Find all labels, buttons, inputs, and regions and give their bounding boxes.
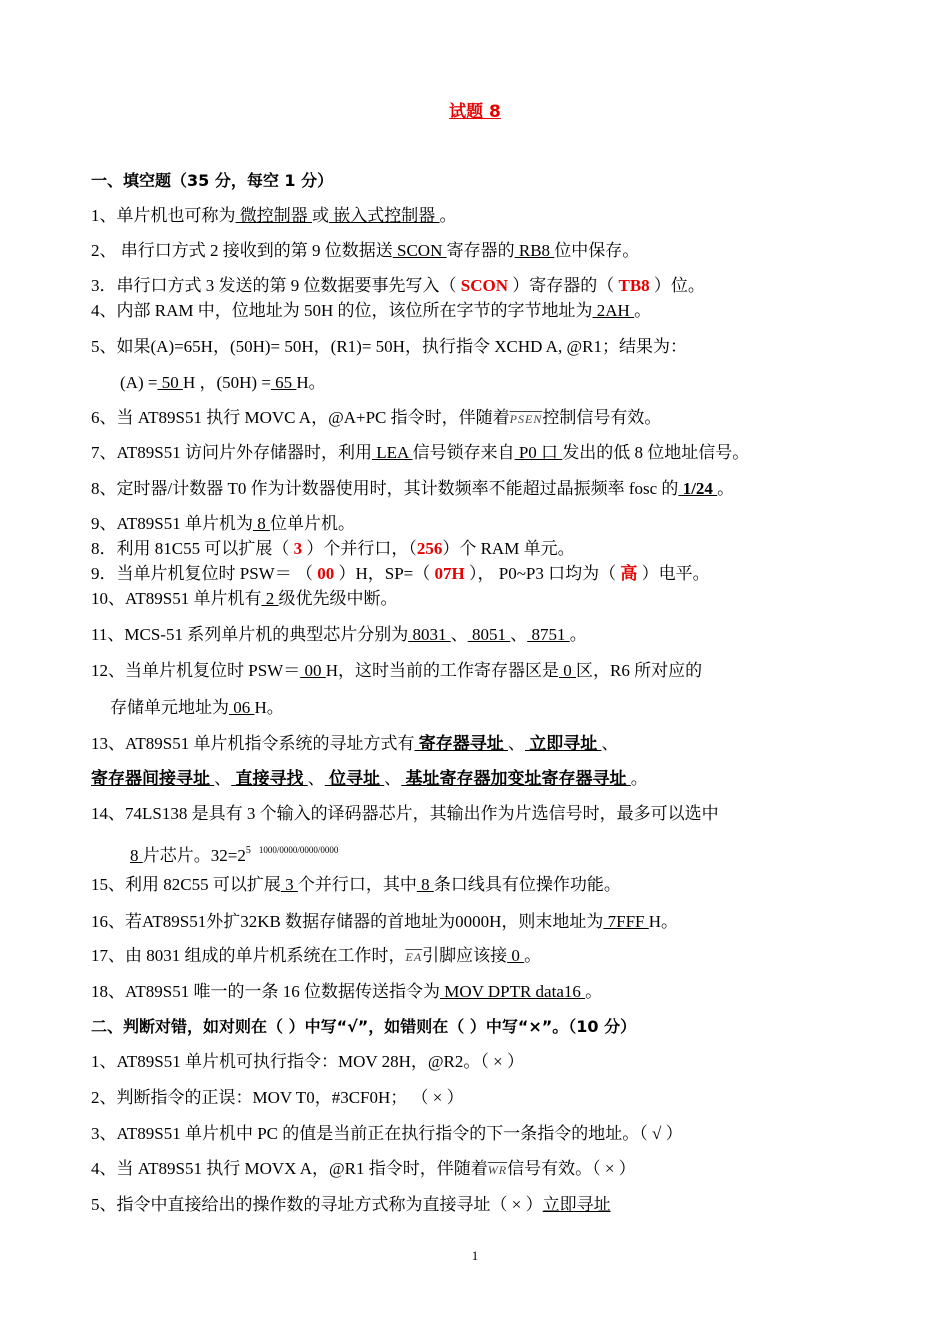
- answer: 2: [261, 589, 279, 608]
- question-14-cont: 8 片芯片。$32=2^5$ $^{1000/0000/0000/0000}$: [130, 845, 339, 865]
- question-7: 7、AT89S51 访问片外存储器时，利用 LEA 信号锁存来自 P0 口 发出的低 8 位地址信号。: [91, 443, 750, 462]
- judgement-1: 1、AT89S51 单片机可执行指令：MOV 28H，@R2。（ × ）: [91, 1052, 524, 1071]
- question-12: 12、当单片机复位时 PSW＝ 00 H，这时当前的工作寄存器区是 0 区，R6 所对应的: [91, 661, 703, 680]
- answer: 寄存器寻址: [414, 734, 508, 753]
- psen-signal: PSEN: [509, 412, 543, 426]
- answer: 06: [229, 698, 255, 717]
- answer: 0: [507, 946, 525, 965]
- section-1-heading: 一、填空题（35 分，每空 1 分）: [91, 171, 334, 190]
- question-8b: 8．利用 81C55 可以扩展（ 3 ）个并行口，（256）个 RAM 单元。: [91, 539, 575, 558]
- section-2-heading: 二、判断对错，如对则在（ ）中写“√”，如错则在（ ）中写“×”。（10 分）: [91, 1017, 637, 1036]
- page-number: 1: [471, 1248, 479, 1263]
- question-5: 5、如果(A)=65H，(50H)= 50H，(R1)= 50H，执行指令 XCHD A, @R1；结果为：: [91, 337, 687, 356]
- answer: 3: [293, 539, 303, 558]
- question-17: 17、由 8031 组成的单片机系统在工作时，$\overline{EA}$引脚应该接 0 。: [91, 946, 542, 965]
- answer: 1/24: [678, 479, 718, 498]
- answer: 位寻址: [324, 769, 385, 788]
- answer: 8: [130, 846, 143, 865]
- judgement-3: 3、AT89S51 单片机中 PC 的值是当前正在执行指令的下一条指令的地址。（ √ ）: [91, 1124, 683, 1143]
- answer: TB8: [618, 276, 650, 295]
- answer: 00: [300, 661, 326, 680]
- question-1: 1、单片机也可称为 微控制器 或 嵌入式控制器 。: [91, 206, 457, 225]
- question-11: 11、MCS-51 系列单片机的典型芯片分别为 8031 、 8051 、 8751 。: [91, 625, 587, 644]
- exponent: 5: [245, 845, 251, 856]
- question-16: 16、若AT89S51外扩32KB 数据存储器的首地址为0000H，则末地址为 7FFF H。: [91, 912, 679, 931]
- correction-note: 立即寻址: [542, 1195, 611, 1214]
- answer: 00: [317, 564, 335, 583]
- question-13-cont: 寄存器间接寻址 、 直接寻找 、 位寻址 、 基址寄存器加变址寄存器寻址 。: [91, 769, 648, 788]
- question-3: 3．串行口方式 3 发送的第 9 位数据要事先写入（ SCON ）寄存器的（ TB8 ）位。: [91, 276, 705, 295]
- answer: 07H: [434, 564, 465, 583]
- question-5-result: (A) = 50 H ，(50H) = 65 H。: [120, 373, 326, 392]
- question-8: 8、定时器/计数器 T0 作为计数器使用时，其计数频率不能超过晶振频率 fosc 的 1/24 。: [91, 479, 735, 498]
- answer: P0 口: [514, 443, 563, 462]
- question-9b: 9．当单片机复位时 PSW＝ （ 00 ）H，SP=（ 07H ）， P0~P3 口均为（ 高 ）电平。: [91, 564, 710, 583]
- answer: 基址寄存器加变址寄存器寻址: [401, 769, 631, 788]
- answer: RB8: [514, 241, 555, 260]
- answer: MOV DPTR data16: [439, 982, 586, 1001]
- answer: 7FFF: [603, 912, 649, 931]
- answer: 65: [270, 373, 297, 392]
- answer: 8031: [408, 625, 451, 644]
- question-12-cont: 存储单元地址为 06 H。: [110, 698, 284, 717]
- answer: 寄存器间接寻址: [91, 769, 215, 788]
- question-4: 4、内部 RAM 中，位地址为 50H 的位，该位所在字节的字节地址为 2AH 。: [91, 301, 652, 320]
- question-2: 2、 串行口方式 2 接收到的第 9 位数据送 SCON 寄存器的 RB8 位中保存。: [91, 241, 640, 260]
- page-title: 试题 8: [449, 102, 501, 122]
- answer: LEA: [371, 443, 413, 462]
- answer: 嵌入式控制器: [329, 206, 440, 225]
- question-6: 6、当 AT89S51 执行 MOVC A，@A+PC 指令时，伴随着PSEN控制信号有效。: [91, 408, 662, 427]
- note: 1000/0000/0000/0000: [258, 845, 339, 855]
- answer: 8: [416, 875, 434, 894]
- question-9: 9、AT89S51 单片机为 8 位单片机。: [91, 514, 355, 533]
- answer: 高: [620, 564, 638, 583]
- answer: 50: [157, 373, 183, 392]
- answer: 直接寻找: [231, 769, 308, 788]
- answer: 256: [416, 539, 443, 558]
- answer: 8751: [527, 625, 570, 644]
- question-14: 14、74LS138 是具有 3 个输入的译码器芯片，其输出作为片选信号时，最多可以选中: [91, 804, 719, 823]
- answer: SCON: [392, 241, 447, 260]
- judgement-5: 5、指令中直接给出的操作数的寻址方式称为直接寻址（ × ）立即寻址: [91, 1195, 611, 1214]
- question-18: 18、AT89S51 唯一的一条 16 位数据传送指令为 MOV DPTR data16 。: [91, 982, 603, 1001]
- question-15: 15、利用 82C55 可以扩展 3 个并行口，其中 8 条口线具有位操作功能。: [91, 875, 621, 894]
- judgement-2: 2、判断指令的正误：MOV T0，#3CF0H； （ × ）: [91, 1088, 464, 1107]
- answer: 立即寻址: [524, 734, 602, 753]
- ea-signal: $\overline{EA}$: [405, 950, 423, 964]
- wr-signal: $\overline{WR}$: [487, 1163, 508, 1177]
- question-10: 10、AT89S51 单片机有 2 级优先级中断。: [91, 589, 398, 608]
- answer: 8051: [467, 625, 511, 644]
- answer: 微控制器: [235, 206, 312, 225]
- judgement-4: 4、当 AT89S51 执行 MOVX A，@R1 指令时，伴随着$\overline{WR}$信号有效。（ × ）: [91, 1159, 636, 1178]
- answer: 0: [559, 661, 576, 680]
- answer: 3: [280, 875, 298, 894]
- answer: 8: [252, 514, 270, 533]
- answer: 2AH: [592, 301, 635, 320]
- answer: SCON: [460, 276, 508, 295]
- question-13: 13、AT89S51 单片机指令系统的寻址方式有 寄存器寻址 、 立即寻址 、: [91, 734, 619, 753]
